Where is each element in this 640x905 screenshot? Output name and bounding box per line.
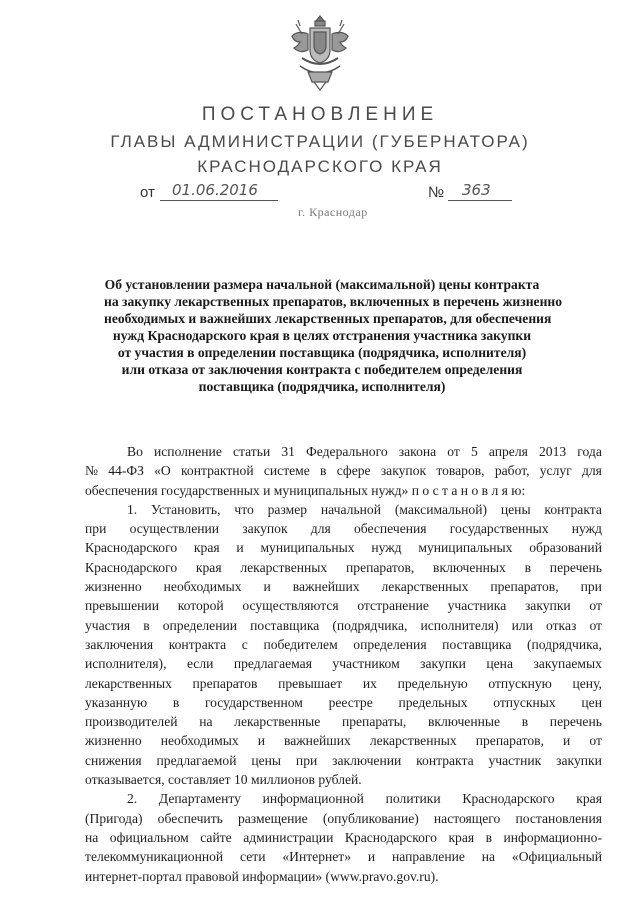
date-value: 01.06.2016: [172, 181, 258, 199]
body-line: снижения предлагаемой цены при заключении контракта участник закупки: [85, 752, 602, 768]
issuer-heading: ГЛАВЫ АДМИНИСТРАЦИИ (ГУБЕРНАТОРА): [110, 132, 530, 151]
date-label: от: [140, 184, 155, 201]
number-underline: [448, 200, 512, 201]
body-line: Краснодарского края и муниципальных нужд муниципальных образований: [85, 540, 602, 556]
body-line: Во исполнение статьи 31 Федерального закона от 5 апреля 2013 года: [127, 444, 602, 459]
title-line: поставщика (подрядчика, исполнителя): [198, 379, 446, 394]
body-line: при осуществлении закупок для обеспечения государственных нужд: [85, 521, 602, 537]
title-line: Об установлении размера начальной (максимальной) цены контракта: [104, 277, 540, 292]
body-line: 1. Установить, что размер начальной (максимальной) цены контракта: [127, 501, 602, 517]
date-underline: [160, 200, 278, 201]
title-line: на закупку лекарственных препаратов, включенных в перечень жизненно: [104, 294, 563, 309]
body-line: обеспечения государственных и муниципальных нужд» п о с т а н о в л я ю:: [85, 482, 526, 498]
coat-of-arms-icon: [288, 14, 352, 92]
title-line: необходимых и важнейших лекарственных препаратов, для обеспечения: [104, 311, 552, 326]
body-line: телекоммуникационной сети «Интернет» и направление на «Официальный: [85, 849, 602, 865]
body-line: указанную в государственном реестре предельных отпускных цен: [85, 694, 602, 710]
title-line: от участия в определении поставщика (подрядчика, исполнителя): [117, 345, 527, 360]
body-line: лекарственных препаратов превышает их предельную отпускную цену,: [85, 675, 602, 691]
body-line: исполнителя), если предлагаемая участником закупки цена закупаемых: [85, 656, 602, 672]
body-line: 2. Департаменту информационной политики Краснодарского края: [127, 791, 602, 807]
document-type-heading: ПОСТАНОВЛЕНИЕ: [201, 104, 439, 125]
city-label: г. Краснодар: [298, 205, 368, 219]
body-line: отказывается, составляет 10 миллионов рублей.: [85, 772, 362, 788]
body-line: жизненно необходимых и важнейших лекарственных препаратов, при: [85, 579, 602, 595]
body-line: производителей на лекарственные препараты, включенные в перечень: [85, 714, 602, 730]
body-line: жизненно необходимых и важнейших лекарственных препаратов, и от: [85, 733, 602, 749]
title-line: нужд Краснодарского края в целях отстранения участника закупки: [112, 328, 532, 343]
body-line: участия в определении поставщика (подрядчика, исполнителя) или отказ от: [85, 617, 602, 633]
region-heading: КРАСНОДАРСКОГО КРАЯ: [197, 157, 443, 176]
body-line: превышении которой осуществляются отстранение участника закупки от: [85, 598, 602, 614]
body-line: интернет-портал правовой информации» (www.pravo.gov.ru).: [85, 868, 439, 884]
body-line: Краснодарского края лекарственных препаратов, включенных в перечень: [85, 559, 602, 575]
body-line: заключения контракта с победителем определения поставщика (подрядчика,: [85, 636, 602, 652]
body-line: (Пригода) обеспечить размещение (опубликование) настоящего постановления: [85, 810, 602, 826]
document-body: [85, 442, 602, 886]
title-line: или отказа от заключения контракта с победителем определения: [121, 362, 523, 377]
body-line: № 44-ФЗ «О контрактной системе в сфере закупок товаров, работ, услуг для: [85, 463, 602, 479]
number-value: 363: [462, 181, 491, 199]
document-title: [104, 276, 563, 395]
body-line: на официальном сайте администрации Краснодарского края в информационно-: [85, 829, 602, 845]
number-label: №: [428, 184, 445, 201]
